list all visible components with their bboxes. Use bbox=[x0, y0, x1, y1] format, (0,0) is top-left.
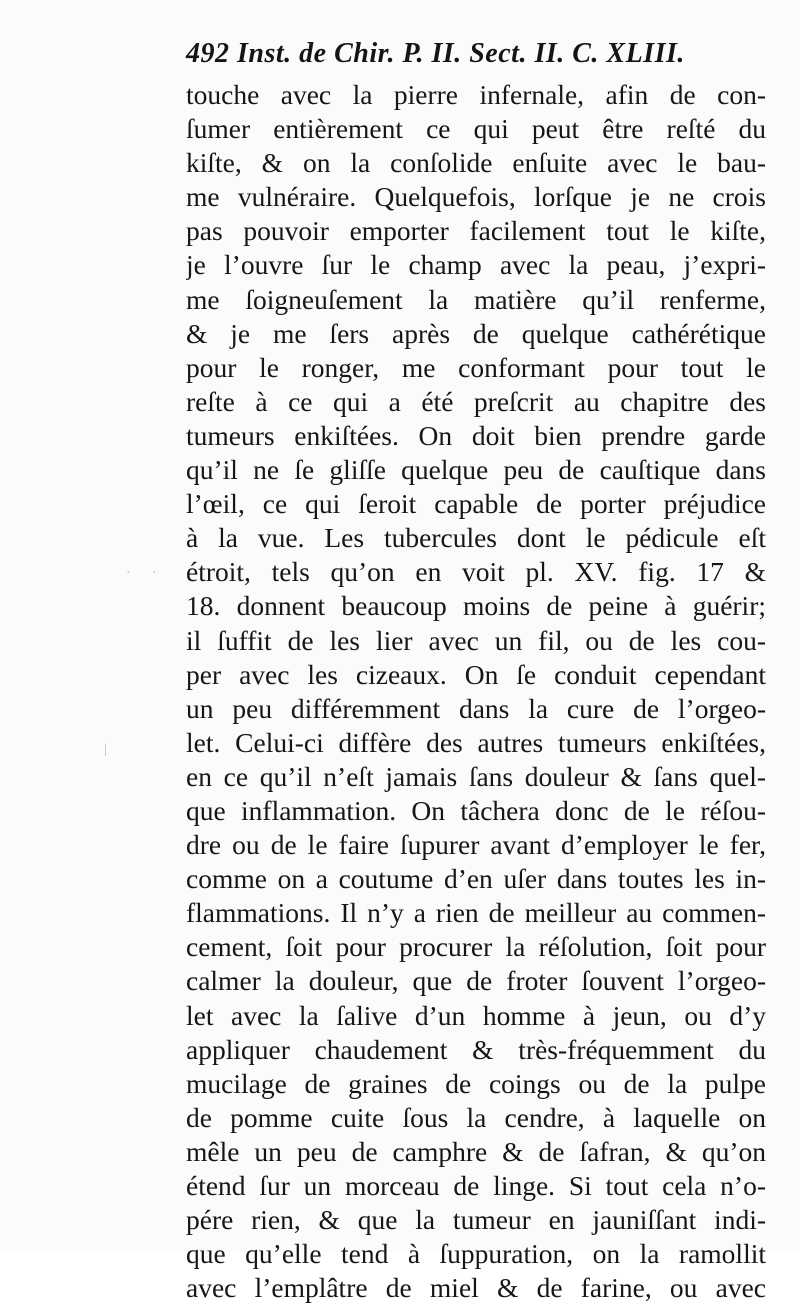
text-line: me ſoigneuſement la matière qu’il renferme, bbox=[186, 283, 766, 315]
text-line: comme on a coutume d’en uſer dans toutes les in- bbox=[186, 863, 766, 895]
margin-mark: | bbox=[104, 742, 107, 757]
text-line: que qu’elle tend à ſuppuration, on la ramollit bbox=[186, 1238, 766, 1270]
text-line: en ce qu’il n’eſt jamais ſans douleur & ſans quel- bbox=[186, 760, 766, 792]
text-line: ſumer entièrement ce qui peut être reſté du bbox=[186, 113, 766, 145]
text-line: un peu différemment dans la cure de l’orgeo- bbox=[186, 692, 766, 724]
text-line: let avec la ſalive d’un homme à jeun, ou d’y bbox=[186, 999, 766, 1031]
text-line: étroit, tels qu’on en voit pl. XV. fig. 17 & bbox=[186, 556, 766, 588]
text-line: & je me ſers après de quelque cathérétique bbox=[186, 317, 766, 349]
margin-mark: · bbox=[152, 566, 157, 581]
text-line: reſte à ce qui a été preſcrit au chapitre des bbox=[186, 385, 766, 417]
text-line: qu’il ne ſe gliſſe quelque peu de cauſtique dans bbox=[186, 454, 766, 486]
margin-mark: · bbox=[126, 566, 131, 581]
text-line: tumeurs enkiſtées. On doit bien prendre garde bbox=[186, 419, 766, 451]
running-head: 492 Inst. de Chir. P. II. Sect. II. C. XLIII. bbox=[186, 38, 685, 69]
text-line: 18. donnent beaucoup moins de peine à guérir; bbox=[186, 590, 766, 622]
text-line: étend ſur un morceau de linge. Si tout cela n’o- bbox=[186, 1170, 766, 1201]
text-line: flammations. Il n’y a rien de meilleur au commen- bbox=[186, 897, 766, 929]
text-line: touche avec la pierre infernale, afin de con- bbox=[186, 79, 766, 110]
text-line: de pomme cuite ſous la cendre, à laquelle on bbox=[186, 1101, 766, 1133]
text-line: pas pouvoir emporter facilement tout le kiſte, bbox=[186, 215, 766, 247]
text-line: mucilage de graines de coings ou de la pulpe bbox=[186, 1067, 766, 1099]
text-line: appliquer chaudement & très-fréquemment du bbox=[186, 1033, 766, 1065]
text-line: pour le ronger, me conformant pour tout le bbox=[186, 351, 766, 383]
text-line: il ſuffit de les lier avec un fil, ou de les cou- bbox=[186, 624, 766, 656]
text-line: dre ou de le faire ſupurer avant d’employer le fer, bbox=[186, 829, 766, 861]
text-line: l’œil, ce qui ſeroit capable de porter préjudice bbox=[186, 488, 766, 520]
text-line: let. Celui-ci diffère des autres tumeurs enkiſtées, bbox=[186, 726, 766, 758]
text-line: per avec les cizeaux. On ſe conduit cependant bbox=[186, 658, 766, 690]
text-line: me vulnéraire. Quelquefois, lorſque je ne crois bbox=[186, 181, 766, 213]
text-line: cement, ſoit pour procurer la réſolution, ſoit pour bbox=[186, 931, 766, 963]
text-line: que inflammation. On tâchera donc de le réſou- bbox=[186, 794, 766, 826]
text-line: pére rien, & que la tumeur en jauniſſant indi- bbox=[186, 1204, 766, 1236]
text-line: avec l’emplâtre de miel & de farine, ou avec bbox=[186, 1272, 766, 1304]
text-line: je l’ouvre ſur le champ avec la peau, j’expri- bbox=[186, 249, 766, 281]
text-line: à la vue. Les tubercules dont le pédicule eſt bbox=[186, 522, 766, 554]
text-line: kiſte, & on la conſolide enſuite avec le bau- bbox=[186, 147, 766, 179]
text-line: calmer la douleur, que de froter ſouvent l’orgeo- bbox=[186, 965, 766, 997]
text-line: mêle un peu de camphre & de ſafran, & qu’on bbox=[186, 1135, 766, 1167]
body-text bbox=[186, 78, 766, 1305]
